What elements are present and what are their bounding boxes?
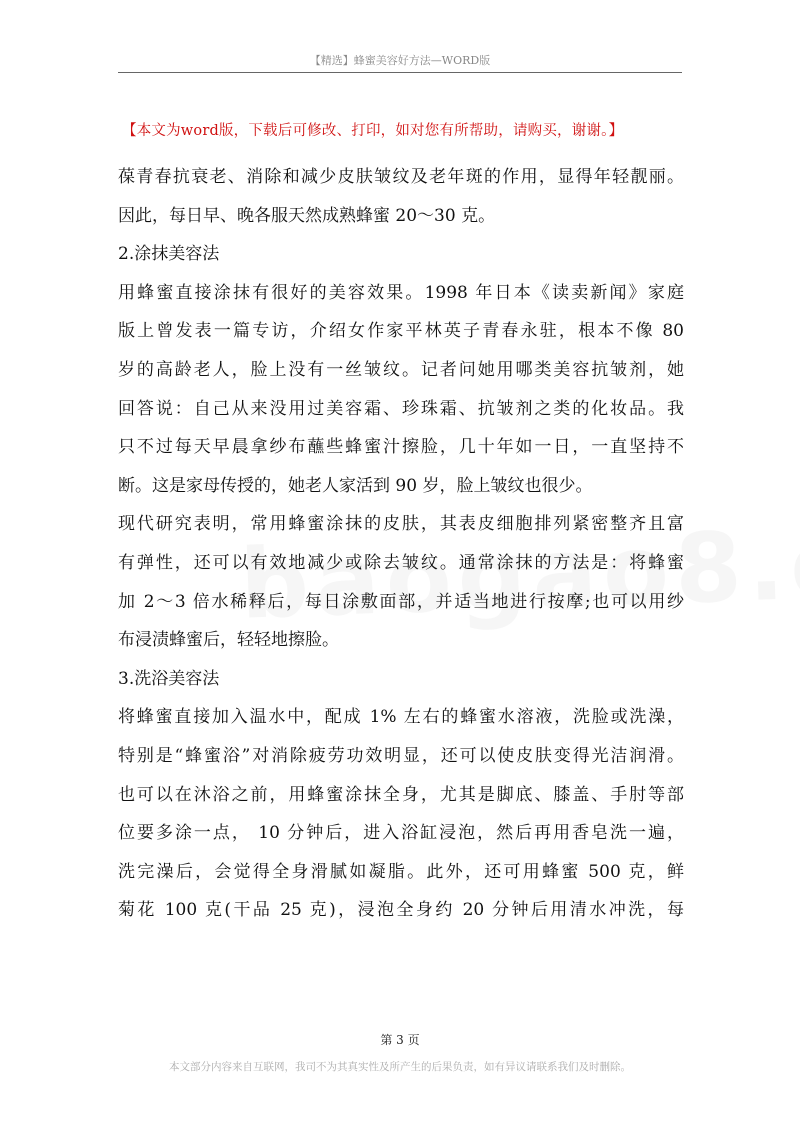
text-line: 菊花 100 克(干品 25 克)，浸泡全身约 20 分钟后用清水冲洗，每: [118, 900, 684, 921]
text-line: 将蜂蜜直接加入温水中，配成 1% 左右的蜂蜜水溶液，洗脸或洗澡，: [118, 707, 684, 728]
section-heading: 2.涂抹美容法: [118, 244, 220, 265]
text-line: 断。这是家母传授的，她老人家活到 90 岁，脸上皱纹也很少。: [118, 475, 593, 496]
text-line: 布浸渍蜂蜜后，轻轻地擦脸。: [118, 630, 339, 651]
text-line: 用蜂蜜直接涂抹有很好的美容效果。1998 年日本《读卖新闻》家庭: [118, 282, 684, 303]
text-line: 版上曾发表一篇专访，介绍女作家平林英子青春永驻，根本不像 80: [118, 321, 684, 342]
page-number: 第 3 页: [380, 1033, 420, 1047]
text-line: 只不过每天早晨拿纱布蘸些蜂蜜汁擦脸，几十年如一日，一直坚持不: [118, 437, 684, 458]
text-line: 有弹性，还可以有效地减少或除去皱纹。通常涂抹的方法是：将蜂蜜: [118, 552, 684, 573]
text-line: 现代研究表明，常用蜂蜜涂抹的皮肤，其表皮细胞排列紧密整齐且富: [118, 514, 684, 535]
text-line: 特别是“蜂蜜浴”对消除疲劳功效明显，还可以使皮肤变得光洁润滑。: [118, 745, 684, 766]
purchase-notice: 【本文为word版，下载后可修改、打印，如对您有所帮助，请购买，谢谢。】: [122, 123, 624, 139]
section-heading: 3.洗浴美容法: [118, 668, 220, 689]
text-line: 加 2～3 倍水稀释后，每日涂敷面部，并适当地进行按摩;也可以用纱: [118, 591, 684, 612]
text-line: 位要多涂一点， 10 分钟后，进入浴缸浸泡，然后再用香皂洗一遍，: [118, 823, 684, 844]
header-rule: [118, 72, 682, 73]
document-body: [118, 158, 684, 930]
text-line: 因此，每日早、晚各服天然成熟蜂蜜 20～30 克。: [118, 205, 496, 226]
text-line: 也可以在沐浴之前，用蜂蜜涂抹全身，尤其是脚底、膝盖、手肘等部: [118, 784, 684, 805]
page-header: 【精选】蜂蜜美容好方法—WORD版: [309, 54, 491, 67]
text-line: 回答说：自己从来没用过美容霜、珍珠霜、抗皱剂之类的化妆品。我: [118, 398, 684, 419]
text-line: 葆青春抗衰老、消除和减少皮肤皱纹及老年斑的作用，显得年轻靓丽。: [118, 167, 684, 187]
text-line: 岁的高龄老人，脸上没有一丝皱纹。记者问她用哪类美容抗皱剂，她: [118, 359, 684, 380]
footer-disclaimer: 本文部分内容来自互联网，我司不为其真实性及所产生的后果负责，如有异议请联系我们及时删除。: [169, 1061, 631, 1073]
text-line: 洗完澡后，会觉得全身滑腻如凝脂。此外，还可用蜂蜜 500 克，鲜: [118, 861, 684, 882]
